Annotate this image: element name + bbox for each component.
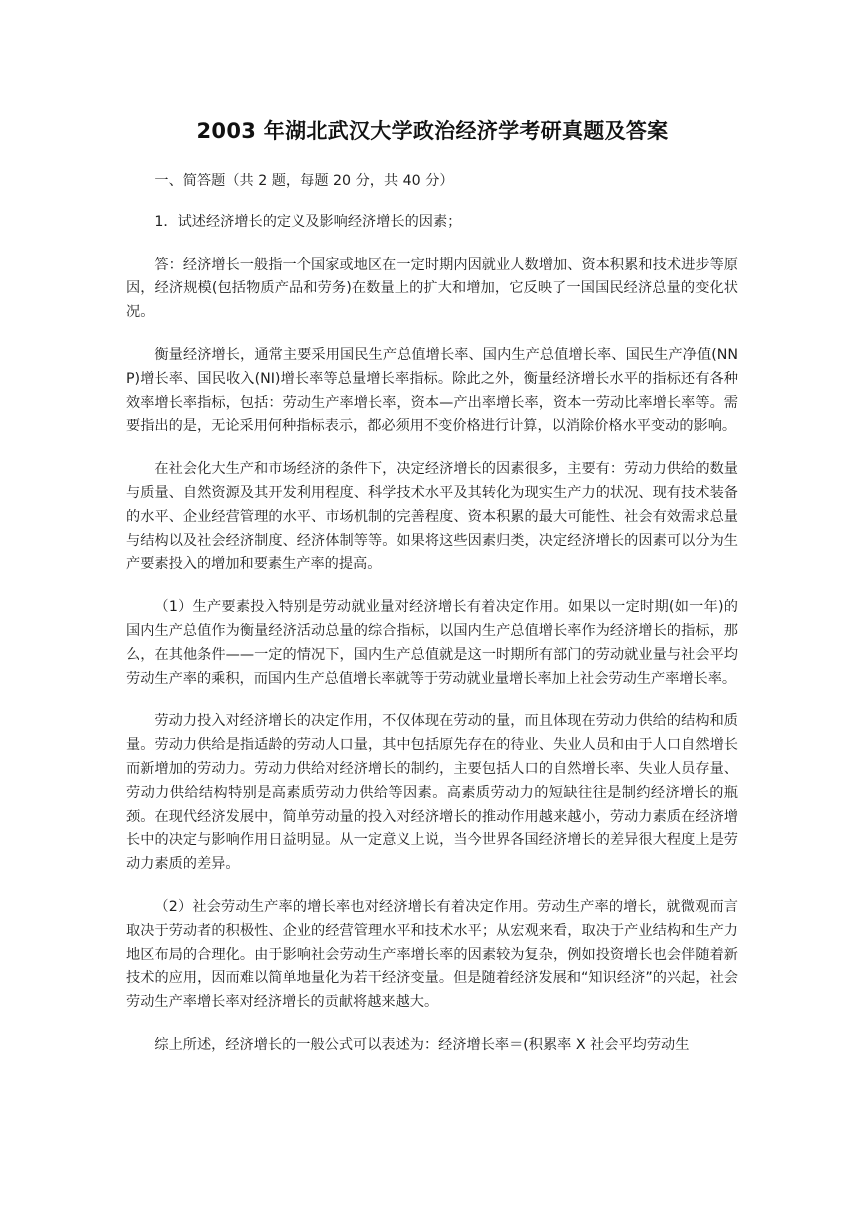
answer-paragraph: 答：经济增长一般指一个国家或地区在一定时期内因就业人数增加、资本积累和技术进步等原因，经济规模(包括物质产品和劳务)在数量上的扩大和增加，它反映了一国国民经济总量的变化状况。 [126,256,738,321]
measurement-paragraph: 衡量经济增长，通常主要采用国民生产总值增长率、国内生产总值增长率、国民生产净值(NNP)增长率、国民收入(NI)增长率等总量增长率指标。除此之外，衡量经济增长水平的指标还有各种效率增长率指标，包括：劳动生产率增长率，资本—产出率增长率，资本一劳动比率增长率等。需要指出的是，无论采用何种指标表示，都必须用不变价格进行计算，以消除价格水平变动的影响。 [126,346,738,435]
document-body [126,170,738,1058]
factor-1-paragraph: （1）生产要素投入特别是劳动就业量对经济增长有着决定作用。如果以一定时期(如一年)的国内生产总值作为衡量经济活动总量的综合指标，以国内生产总值增长率作为经济增长的指标，那么，在其他条件——一定的情况下，国内生产总值就是这一时期所有部门的劳动就业量与社会平均劳动生产率的乘积，而国内生产总值增长率就等于劳动就业量增长率加上社会劳动生产率增长率。 [126,599,738,687]
document-title: 2003 年湖北武汉大学政治经济学考研真题及答案 [196,119,669,143]
factor-2-paragraph: （2）社会劳动生产率的增长率也对经济增长有着决定作用。劳动生产率的增长，就微观而言取决于劳动者的积极性、企业的经营管理水平和技术水平；从宏观来看，取决于产业结构和生产力地区布局的合理化。由于影响社会劳动生产率增长率的因素较为复杂，例如投资增长也会伴随着新技术的应用，因而难以简单地量化为若干经济变量。但是随着经济发展和“知识经济”的兴起，社会劳动生产率增长率对经济增长的贡献将越来越大。 [126,898,738,1011]
question-1: 1．试述经济增长的定义及影响经济增长的因素； [154,213,462,230]
factors-paragraph: 在社会化大生产和市场经济的条件下，决定经济增长的因素很多，主要有：劳动力供给的数量与质量、自然资源及其开发利用程度、科学技术水平及其转化为现实生产力的状况、现有技术装备的水平、企业经营管理的水平、市场机制的完善程度、资本积累的最大可能性、社会有效需求总量与结构以及社会经济制度、经济体制等等。如果将这些因素归类，决定经济增长的因素可以分为生产要素投入的增加和要素生产率的提高。 [126,461,738,573]
labor-paragraph: 劳动力投入对经济增长的决定作用，不仅体现在劳动的量，而且体现在劳动力供给的结构和质量。劳动力供给是指适龄的劳动人口量，其中包括原先存在的待业、失业人员和由于人口自然增长而新增加的劳动力。劳动力供给对经济增长的制约，主要包括人口的自然增长率、失业人员存量、劳动力供给结构特别是高素质劳动力供给等因素。高素质劳动力的短缺往往是制约经济增长的瓶颈。在现代经济发展中，简单劳动量的投入对经济增长的推动作用越来越小，劳动力素质在经济增长中的决定与影响作用日益明显。从一定意义上说，当今世界各国经济增长的差异很大程度上是劳动力素质的差异。 [126,713,738,873]
summary-paragraph: 综上所述，经济增长的一般公式可以表述为：经济增长率＝(积累率 X 社会平均劳动生 [154,1036,690,1053]
section-heading: 一、简答题（共 2 题，每题 20 分，共 40 分） [154,173,454,189]
